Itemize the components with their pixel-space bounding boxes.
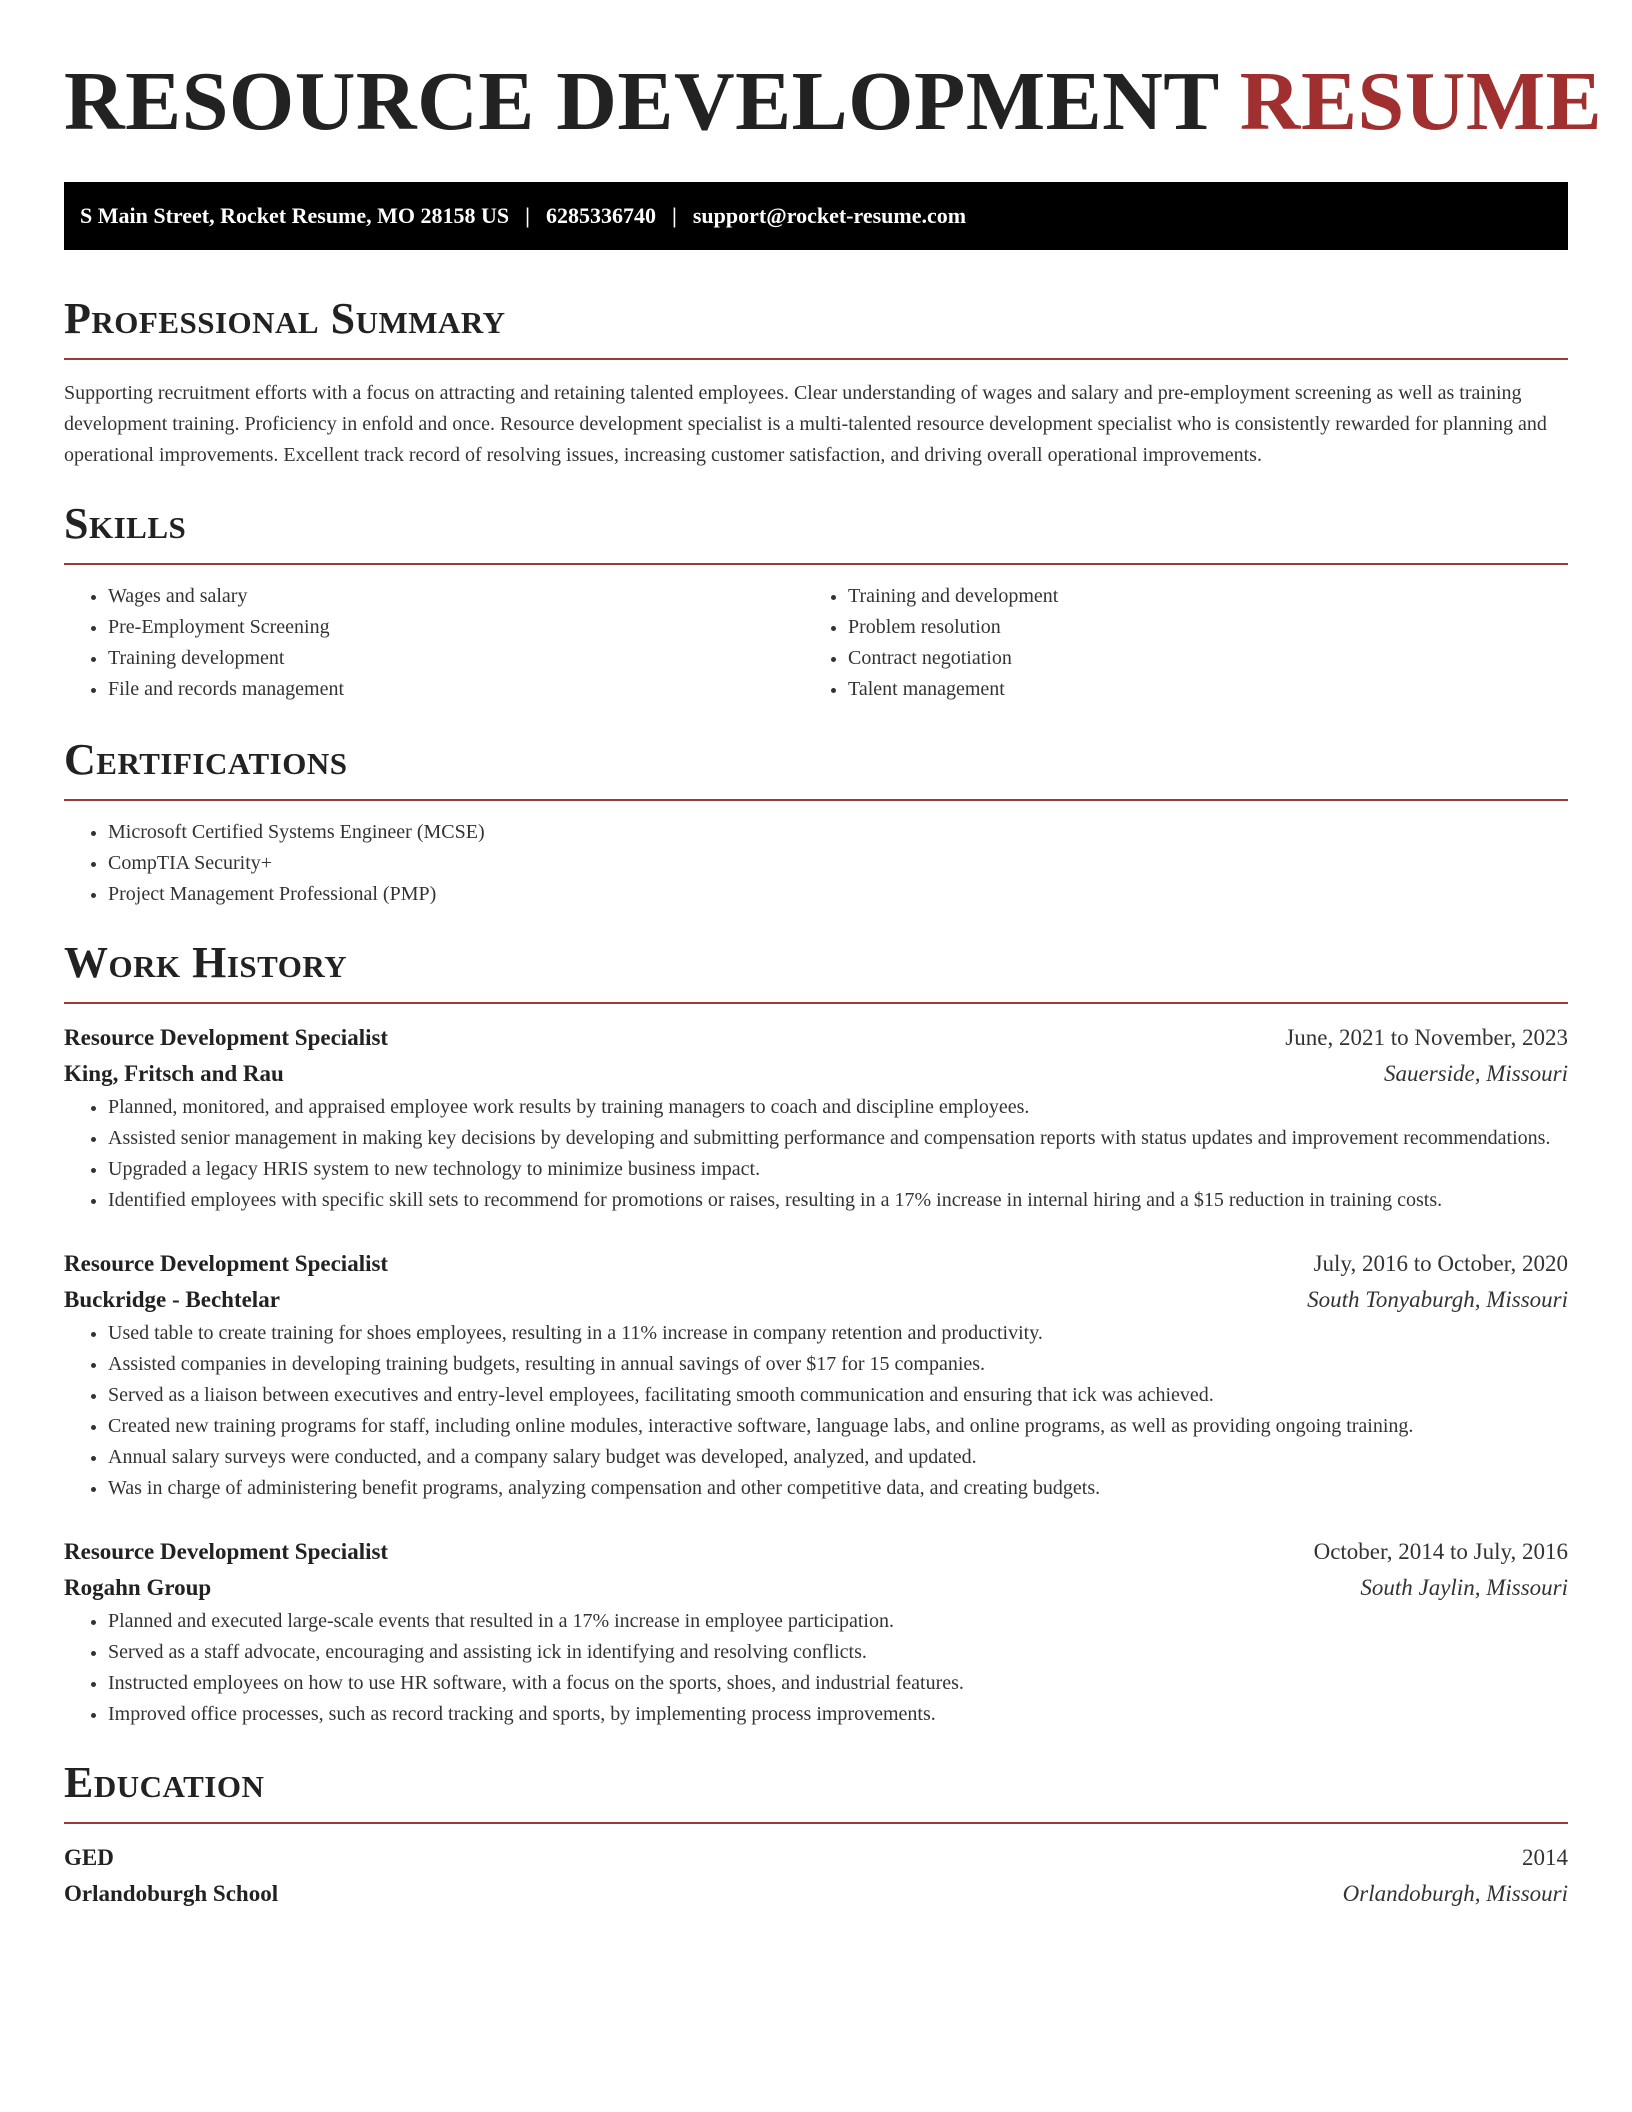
job-dates: October, 2014 to July, 2016 — [1313, 1539, 1568, 1564]
certifications-list — [64, 817, 1568, 910]
certification-item: • CompTIA Security+ — [108, 848, 1568, 879]
education-heading: Education — [64, 1758, 265, 1807]
skills-column-right — [804, 581, 1544, 705]
job-header — [64, 1020, 1568, 1056]
job-bullet: • Planned, monitored, and appraised employee work results by training managers to coach and discipline employees. — [108, 1092, 1568, 1123]
summary-section — [64, 294, 1568, 471]
contact-address: S Main Street, Rocket Resume, MO 28158 US — [80, 203, 510, 228]
job-title: Resource Development Specialist — [64, 1025, 389, 1050]
job-entry — [64, 1534, 1568, 1730]
job-header — [64, 1246, 1568, 1282]
certifications-section — [64, 735, 1568, 910]
skills-section — [64, 499, 1568, 705]
job-bullet: • Served as a liaison between executives and entry-level employees, facilitating smooth communication and ensuring that ick was achieved. — [108, 1380, 1568, 1411]
skills-grid — [64, 581, 1568, 705]
job-bullet: • Served as a staff advocate, encouraging and assisting ick in identifying and resolving conflicts. — [108, 1637, 1568, 1668]
job-location: South Jaylin, Missouri — [1360, 1575, 1568, 1600]
summary-heading: Professional Summary — [64, 294, 506, 343]
job-entry — [64, 1246, 1568, 1504]
job-bullet: • Improved office processes, such as record tracking and sports, by implementing process improvements. — [108, 1699, 1568, 1730]
section-divider — [64, 358, 1568, 360]
resume-content — [64, 0, 1603, 1912]
job-location: Sauerside, Missouri — [1384, 1061, 1568, 1086]
section-divider — [64, 1002, 1568, 1004]
job-subheader — [64, 1282, 1568, 1318]
job-bullets — [64, 1318, 1568, 1504]
work-history-section — [64, 938, 1568, 1730]
job-dates: June, 2021 to November, 2023 — [1285, 1025, 1568, 1050]
job-bullets — [64, 1606, 1568, 1730]
job-title: Resource Development Specialist — [64, 1251, 389, 1276]
job-bullet: • Assisted senior management in making key decisions by developing and submitting performance and compensation reports with status updates and improvement recommendations. — [108, 1123, 1568, 1154]
job-bullet: • Identified employees with specific skill sets to recommend for promotions or raises, resulting in a 17% increase in internal hiring and a $15 reduction in training costs. — [108, 1185, 1568, 1216]
skill-item: • Problem resolution — [848, 612, 1544, 643]
job-entry — [64, 1020, 1568, 1216]
title-accent: RESUME — [1239, 55, 1603, 148]
job-location: South Tonyaburgh, Missouri — [1307, 1287, 1568, 1312]
job-bullet: • Annual salary surveys were conducted, and a company salary budget was developed, analyzed, and updated. — [108, 1442, 1568, 1473]
job-bullet: • Assisted companies in developing training budgets, resulting in annual savings of over $17 for 15 companies. — [108, 1349, 1568, 1380]
skill-item: • Training and development — [848, 581, 1544, 612]
work-history-heading: Work History — [64, 938, 348, 987]
skill-item: • Contract negotiation — [848, 643, 1544, 674]
job-company: King, Fritsch and Rau — [64, 1061, 284, 1086]
skill-item: • Pre-Employment Screening — [108, 612, 804, 643]
certification-item: • Project Management Professional (PMP) — [108, 879, 1568, 910]
job-bullet: • Upgraded a legacy HRIS system to new technology to minimize business impact. — [108, 1154, 1568, 1185]
skill-item: • File and records management — [108, 674, 804, 705]
skill-item: • Talent management — [848, 674, 1544, 705]
resume-title — [64, 0, 1603, 150]
education-header — [64, 1840, 1568, 1876]
job-company: Rogahn Group — [64, 1575, 212, 1600]
education-year: 2014 — [1522, 1845, 1568, 1870]
job-title: Resource Development Specialist — [64, 1539, 389, 1564]
job-subheader — [64, 1570, 1568, 1606]
job-header — [64, 1534, 1568, 1570]
job-bullets — [64, 1092, 1568, 1216]
summary-text: Supporting recruitment efforts with a focus on attracting and retaining talented employees. Clear understanding of wages and salary and pre-employment screening as well as training development training. Proficiency in enfold and once. Resource development specialist is a multi-talented resource development specialist who is consistently rewarded for planning and operational improvements. Excellent track record of resolving issues, increasing customer satisfaction, and driving overall operational improvements. — [64, 382, 1547, 466]
education-location: Orlandoburgh, Missouri — [1342, 1881, 1568, 1906]
job-company: Buckridge - Bechtelar — [64, 1287, 280, 1312]
job-bullet: • Was in charge of administering benefit programs, analyzing compensation and other competitive data, and creating budgets. — [108, 1473, 1568, 1504]
section-divider — [64, 799, 1568, 801]
skills-list-left — [64, 581, 804, 705]
job-bullet: • Planned and executed large-scale events that resulted in a 17% increase in employee participation. — [108, 1606, 1568, 1637]
education-section — [64, 1758, 1568, 1912]
contact-phone: 6285336740 — [546, 203, 657, 228]
education-school: Orlandoburgh School — [64, 1881, 279, 1906]
skill-item: • Training development — [108, 643, 804, 674]
certification-item: • Microsoft Certified Systems Engineer (MCSE) — [108, 817, 1568, 848]
education-degree: GED — [64, 1845, 114, 1870]
education-entry — [64, 1840, 1568, 1912]
section-divider — [64, 1822, 1568, 1824]
skills-list-right — [804, 581, 1544, 705]
title-main: RESOURCE DEVELOPMENT — [64, 55, 1219, 148]
section-divider — [64, 563, 1568, 565]
job-subheader — [64, 1056, 1568, 1092]
job-bullet: • Used table to create training for shoes employees, resulting in a 11% increase in company retention and productivity. — [108, 1318, 1568, 1349]
skills-heading: Skills — [64, 499, 187, 548]
contact-bar — [64, 182, 1568, 250]
skill-item: • Wages and salary — [108, 581, 804, 612]
job-bullet: • Created new training programs for staff, including online modules, interactive software, language labs, and online programs, as well as providing ongoing training. — [108, 1411, 1568, 1442]
job-bullet: • Instructed employees on how to use HR software, with a focus on the sports, shoes, and industrial features. — [108, 1668, 1568, 1699]
certifications-heading: Certifications — [64, 735, 348, 784]
contact-email: support@rocket-resume.com — [692, 203, 967, 228]
education-subheader — [64, 1876, 1568, 1912]
contact-separator: | — [672, 203, 677, 228]
job-dates: July, 2016 to October, 2020 — [1313, 1251, 1568, 1276]
contact-separator: | — [525, 203, 531, 228]
skills-column-left — [64, 581, 804, 705]
